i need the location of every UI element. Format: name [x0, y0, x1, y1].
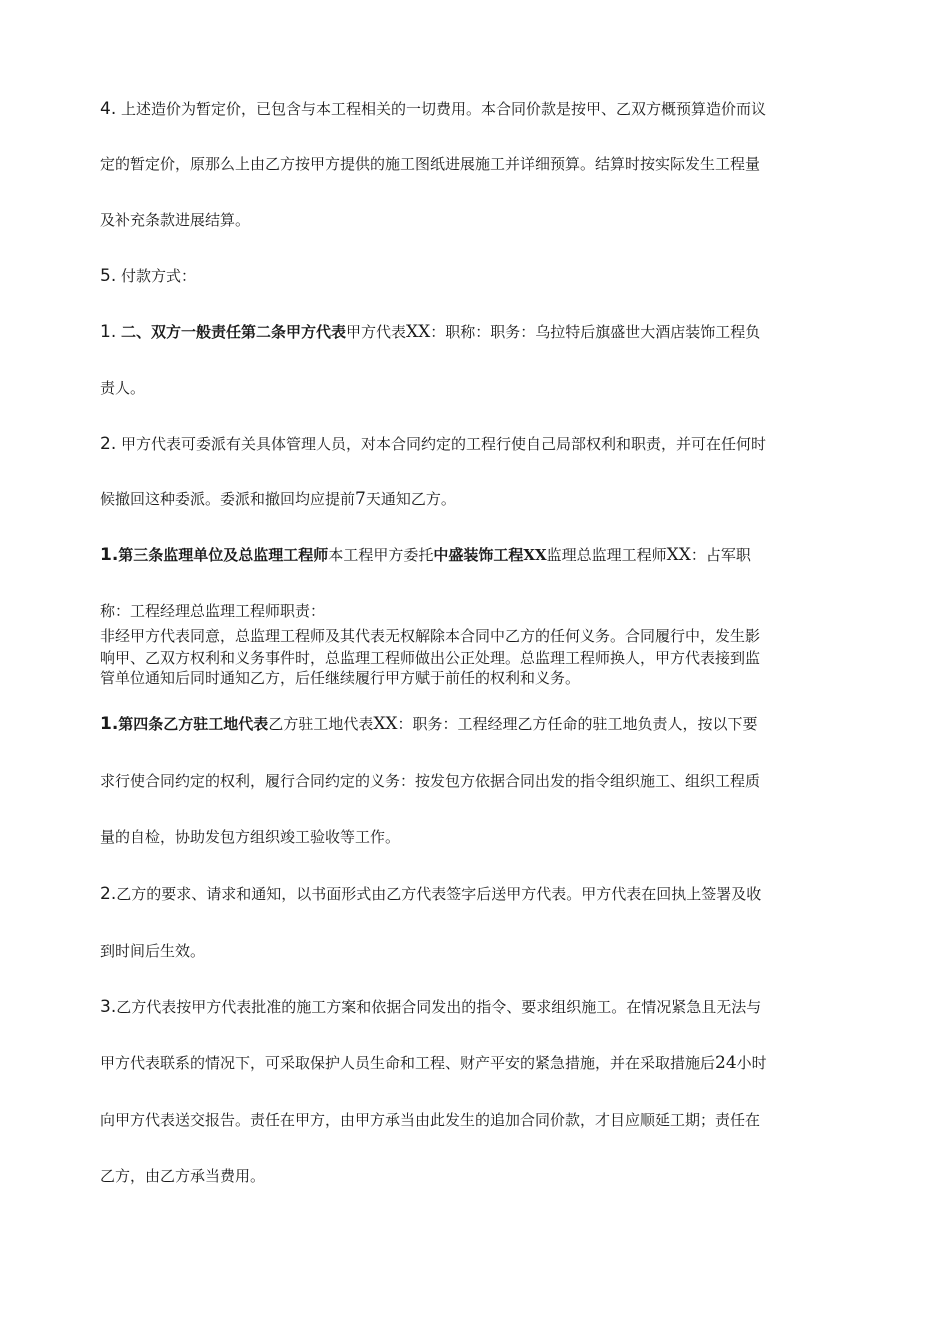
paragraph-5-line-4: 响甲、乙双方权利和义务事件时，总监理工程师做出公正处理。总监理工程师换人，甲方代表接到监: [100, 649, 761, 667]
paragraph-8-line-2: [100, 1053, 870, 1073]
paragraph-5-line-1: [100, 545, 870, 565]
text: 候撤回这种委派。委派和撤回均应提前: [100, 490, 356, 508]
name-placeholder: XX: [373, 714, 398, 734]
paragraph-5-line-2: 称：工程经理总监理工程师职责：: [100, 602, 326, 620]
bold-heading: 第三条监理单位及总监理工程师: [118, 546, 329, 564]
text: 监理总监理工程师: [546, 546, 667, 564]
name-placeholder: XX: [406, 322, 431, 342]
text: 甲方代表可委派有关具体管理人员，对本合同约定的工程行使自己局部权利和职责，并可在任何时: [121, 435, 767, 453]
item-number: 1.: [100, 545, 119, 565]
text: 乙方的要求、请求和通知，以书面形式由乙方代表签字后送甲方代表。甲方代表在回执上签署及收: [116, 885, 762, 903]
paragraph-2: [100, 266, 870, 286]
item-number: 3.: [100, 997, 117, 1017]
paragraph-6-line-1: [100, 714, 870, 734]
paragraph-6-line-3: 量的自检，协助发包方组织竣工验收等工作。: [100, 828, 401, 846]
text: 付款方式：: [121, 267, 197, 285]
text: ：占军职: [690, 546, 751, 564]
text: 本工程甲方委托: [328, 546, 434, 564]
company-placeholder: XX: [523, 546, 547, 564]
paragraph-5-line-5: 管单位通知后同时通知乙方，后任继续履行甲方赋于前任的权利和义务。: [100, 669, 581, 687]
paragraph-5-line-3: 非经甲方代表同意，总监理工程师及其代表无权解除本合同中乙方的任何义务。合同履行中，发生影: [100, 627, 761, 645]
text: 乙方驻工地代表: [268, 715, 374, 733]
text: 乙方代表按甲方代表批准的施工方案和依据合同发出的指令、要求组织施工。在情况紧急且无法与: [116, 998, 762, 1016]
paragraph-8-line-3: 向甲方代表送交报告。责任在甲方，由甲方承当由此发生的追加合同价款，才目应顺延工期；责任在: [100, 1111, 761, 1129]
text: 甲方代表联系的情况下，可采取保护人员生命和工程、财产平安的紧急措施，并在采取措施后: [100, 1054, 716, 1072]
item-number: 1.: [100, 714, 119, 734]
hours-value: 24: [715, 1053, 737, 1073]
paragraph-7-line-1: [100, 884, 870, 904]
paragraph-4-line-2: [100, 489, 870, 509]
paragraph-1-line-3: 及补充条款进展结算。: [100, 211, 251, 229]
item-number: 2.: [100, 884, 117, 904]
paragraph-1-line-2: 定的暂定价，原那么上由乙方按甲方提供的施工图纸进展施工并详细预算。结算时按实际发生工程量: [100, 155, 761, 173]
paragraph-4-line-1: [100, 434, 870, 454]
paragraph-3-line-1: [100, 322, 870, 342]
item-number: 1.: [100, 322, 117, 342]
paragraph-7-line-2: 到时间后生效。: [100, 942, 206, 960]
text: 甲方代表: [346, 323, 407, 341]
days-value: 7: [355, 489, 366, 509]
bold-company: 中盛装饰工程: [433, 546, 524, 564]
text: 小时: [736, 1054, 767, 1072]
text: ：职称：职务：乌拉特后旗盛世大酒店装饰工程负: [430, 323, 761, 341]
text: 天通知乙方。: [365, 490, 456, 508]
name-placeholder: XX: [666, 545, 691, 565]
bold-heading: 二、双方一般责任第二条甲方代表: [121, 323, 347, 341]
bold-heading: 第四条乙方驻工地代表: [118, 715, 269, 733]
text: ：职务：工程经理乙方任命的驻工地负责人，按以下要: [397, 715, 758, 733]
paragraph-1-line-1: [100, 99, 870, 119]
item-number: 4.: [100, 99, 117, 119]
paragraph-3-line-2: 责人。: [100, 379, 146, 397]
paragraph-6-line-2: 求行使合同约定的权利，履行合同约定的义务：按发包方依据合同出发的指令组织施工、组织工程质: [100, 772, 761, 790]
text: 上述造价为暂定价，已包含与本工程相关的一切费用。本合同价款是按甲、乙双方概预算造价而议: [121, 100, 767, 118]
item-number: 2.: [100, 434, 117, 454]
paragraph-8-line-4: 乙方，由乙方承当费用。: [100, 1167, 266, 1185]
paragraph-8-line-1: [100, 997, 870, 1017]
item-number: 5.: [100, 266, 117, 286]
